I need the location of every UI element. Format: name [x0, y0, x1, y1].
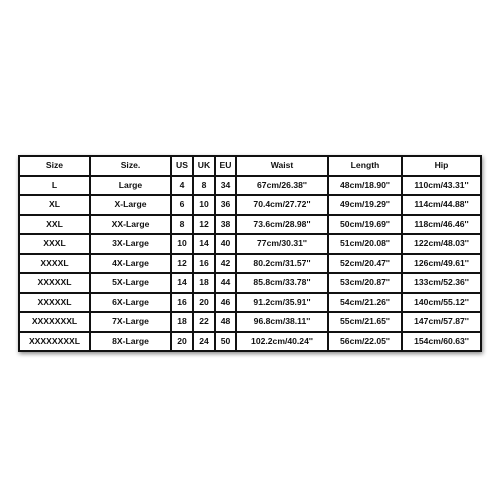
cell-hip: 147cm/57.87''	[402, 312, 481, 332]
cell-us: 12	[171, 254, 193, 274]
cell-us: 14	[171, 273, 193, 293]
cell-uk: 20	[193, 293, 215, 313]
cell-eu: 50	[215, 332, 236, 352]
table-row	[19, 332, 481, 352]
header-eu: EU	[215, 156, 236, 176]
cell-size: XXL	[19, 215, 90, 235]
cell-size: XL	[19, 195, 90, 215]
cell-size-name: Large	[90, 176, 171, 196]
cell-uk: 18	[193, 273, 215, 293]
cell-us: 20	[171, 332, 193, 352]
cell-waist: 102.2cm/40.24''	[236, 332, 328, 352]
table-row	[19, 195, 481, 215]
cell-uk: 24	[193, 332, 215, 352]
cell-hip: 140cm/55.12''	[402, 293, 481, 313]
cell-uk: 8	[193, 176, 215, 196]
cell-uk: 16	[193, 254, 215, 274]
cell-length: 51cm/20.08''	[328, 234, 402, 254]
cell-eu: 36	[215, 195, 236, 215]
table-row	[19, 273, 481, 293]
table-row	[19, 176, 481, 196]
header-waist: Waist	[236, 156, 328, 176]
cell-size: XXXXXL	[19, 293, 90, 313]
cell-uk: 14	[193, 234, 215, 254]
header-hip: Hip	[402, 156, 481, 176]
cell-size: XXXXXL	[19, 273, 90, 293]
cell-hip: 110cm/43.31''	[402, 176, 481, 196]
cell-length: 56cm/22.05''	[328, 332, 402, 352]
cell-size-name: 7X-Large	[90, 312, 171, 332]
cell-size: XXXL	[19, 234, 90, 254]
cell-size-name: X-Large	[90, 195, 171, 215]
table-row	[19, 234, 481, 254]
cell-hip: 114cm/44.88''	[402, 195, 481, 215]
cell-size-name: 5X-Large	[90, 273, 171, 293]
cell-waist: 80.2cm/31.57''	[236, 254, 328, 274]
cell-hip: 154cm/60.63''	[402, 332, 481, 352]
cell-eu: 46	[215, 293, 236, 313]
cell-length: 53cm/20.87''	[328, 273, 402, 293]
cell-uk: 10	[193, 195, 215, 215]
cell-us: 4	[171, 176, 193, 196]
cell-us: 8	[171, 215, 193, 235]
header-length: Length	[328, 156, 402, 176]
cell-hip: 126cm/49.61''	[402, 254, 481, 274]
cell-hip: 118cm/46.46''	[402, 215, 481, 235]
cell-size: XXXXXXXL	[19, 312, 90, 332]
cell-uk: 22	[193, 312, 215, 332]
cell-eu: 38	[215, 215, 236, 235]
cell-length: 55cm/21.65''	[328, 312, 402, 332]
cell-length: 49cm/19.29''	[328, 195, 402, 215]
cell-waist: 70.4cm/27.72''	[236, 195, 328, 215]
cell-uk: 12	[193, 215, 215, 235]
cell-us: 10	[171, 234, 193, 254]
cell-us: 6	[171, 195, 193, 215]
cell-waist: 73.6cm/28.98''	[236, 215, 328, 235]
cell-waist: 77cm/30.31''	[236, 234, 328, 254]
size-chart-table	[18, 155, 482, 352]
table-row	[19, 254, 481, 274]
cell-length: 52cm/20.47''	[328, 254, 402, 274]
cell-hip: 133cm/52.36''	[402, 273, 481, 293]
cell-eu: 40	[215, 234, 236, 254]
cell-size-name: XX-Large	[90, 215, 171, 235]
cell-size-name: 3X-Large	[90, 234, 171, 254]
cell-eu: 34	[215, 176, 236, 196]
cell-size: L	[19, 176, 90, 196]
size-chart-container	[18, 155, 480, 352]
cell-size: XXXXXXXXL	[19, 332, 90, 352]
header-row	[19, 156, 481, 176]
cell-size: XXXXL	[19, 254, 90, 274]
cell-waist: 96.8cm/38.11''	[236, 312, 328, 332]
cell-size-name: 4X-Large	[90, 254, 171, 274]
header-uk: UK	[193, 156, 215, 176]
cell-waist: 67cm/26.38''	[236, 176, 328, 196]
table-row	[19, 293, 481, 313]
cell-eu: 44	[215, 273, 236, 293]
table-row	[19, 215, 481, 235]
cell-us: 16	[171, 293, 193, 313]
table-row	[19, 312, 481, 332]
cell-eu: 48	[215, 312, 236, 332]
header-size: Size	[19, 156, 90, 176]
cell-waist: 91.2cm/35.91''	[236, 293, 328, 313]
cell-hip: 122cm/48.03''	[402, 234, 481, 254]
header-us: US	[171, 156, 193, 176]
cell-length: 48cm/18.90''	[328, 176, 402, 196]
cell-size-name: 8X-Large	[90, 332, 171, 352]
cell-length: 50cm/19.69''	[328, 215, 402, 235]
header-size-name: Size.	[90, 156, 171, 176]
cell-us: 18	[171, 312, 193, 332]
cell-waist: 85.8cm/33.78''	[236, 273, 328, 293]
cell-size-name: 6X-Large	[90, 293, 171, 313]
cell-length: 54cm/21.26''	[328, 293, 402, 313]
cell-eu: 42	[215, 254, 236, 274]
